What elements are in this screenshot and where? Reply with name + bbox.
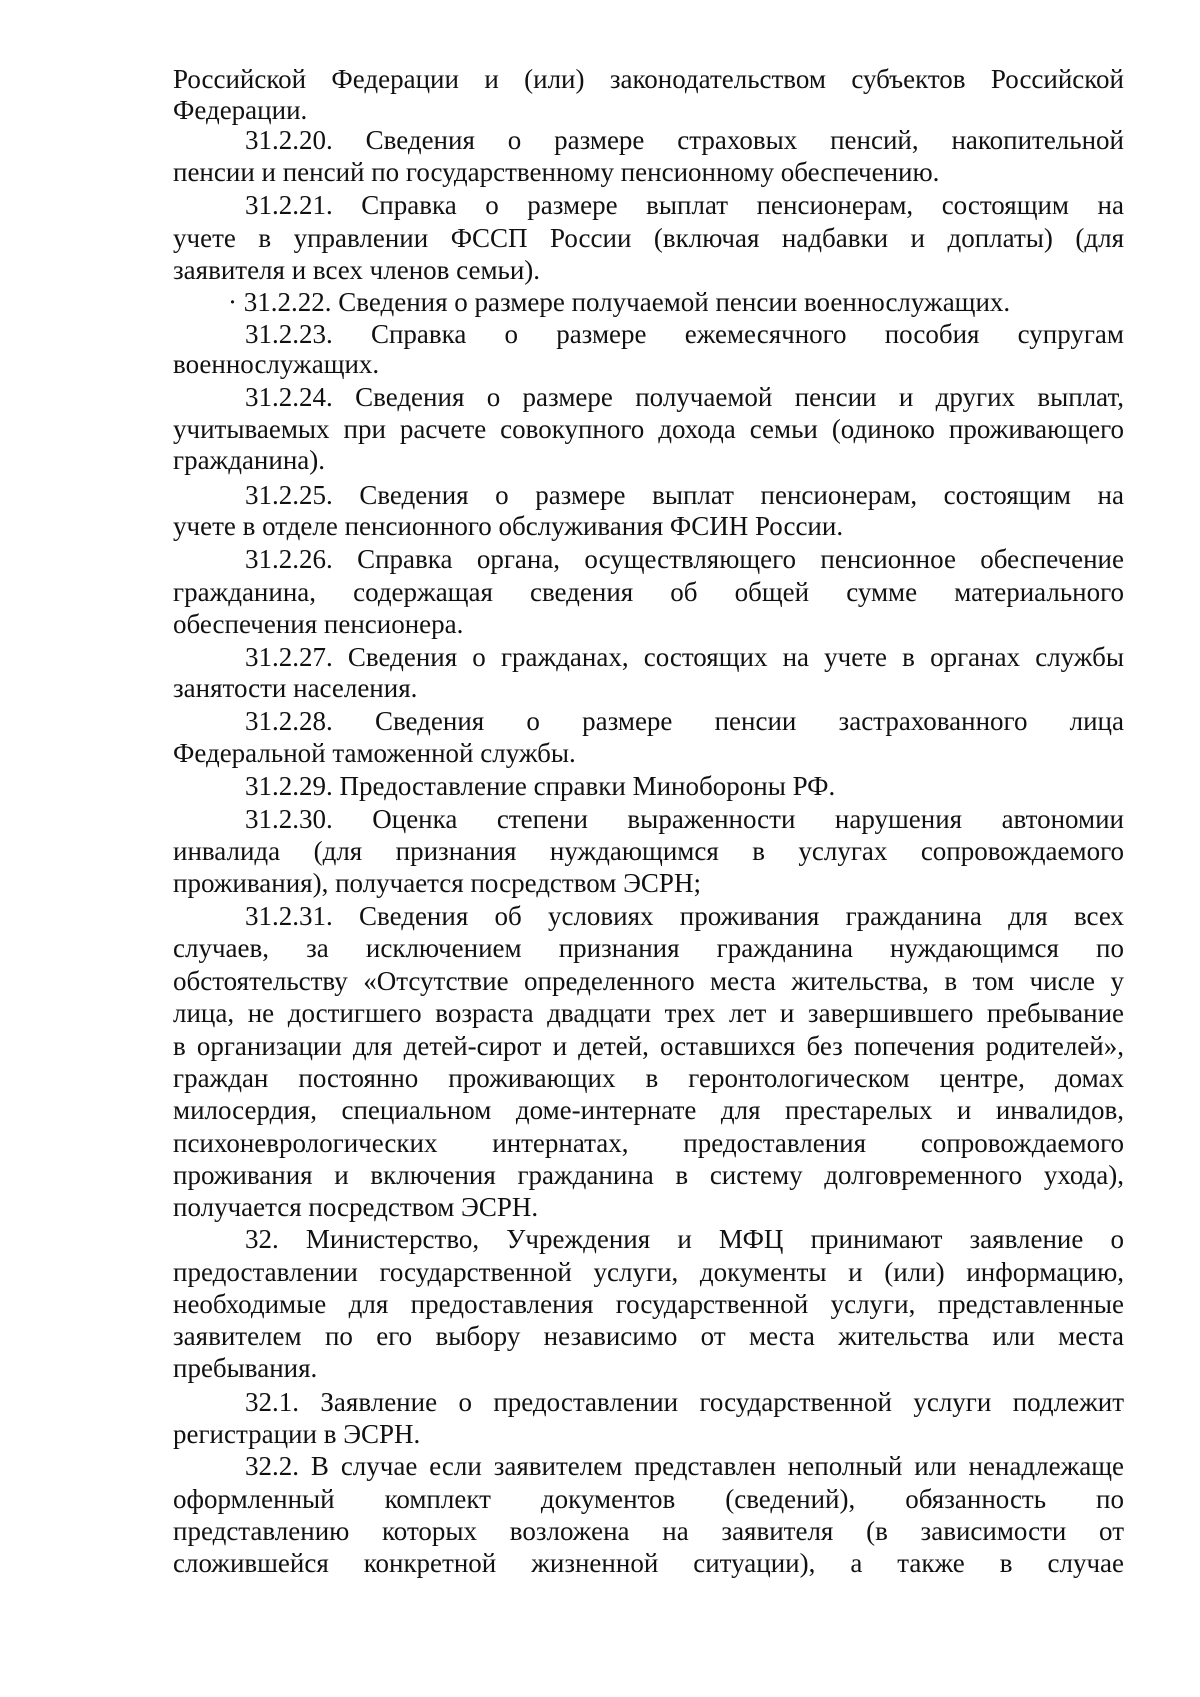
- text-line: милосердия, специальном доме-интернате для престарелых и инвалидов,: [173, 1095, 1124, 1125]
- text-line: 32.1. Заявление о предоставлении государственной услуги подлежит: [245, 1387, 1124, 1417]
- text-line: заявителя и всех членов семьи).: [173, 255, 541, 285]
- text-line: обстоятельству «Отсутствие определенного места жительства, в том числе у: [173, 966, 1124, 996]
- text-line: получается посредством ЭСРН.: [173, 1192, 539, 1222]
- text-line: 31.2.21. Справка о размере выплат пенсионерам, состоящим на: [245, 190, 1124, 220]
- text-line: регистрации в ЭСРН.: [173, 1419, 421, 1449]
- text-line: обеспечения пенсионера.: [173, 609, 464, 639]
- text-line: в организации для детей-сирот и детей, оставшихся без попечения родителей»,: [173, 1031, 1124, 1061]
- text-line: сложившейся конкретной жизненной ситуации), а также в случае: [173, 1548, 1124, 1578]
- text-line: граждан постоянно проживающих в геронтологическом центре, домах: [173, 1063, 1124, 1093]
- text-line: 31.2.27. Сведения о гражданах, состоящих на учете в органах службы: [245, 642, 1124, 672]
- text-line: Федеральной таможенной службы.: [173, 738, 576, 768]
- text-line: инвалида (для признания нуждающимся в услугах сопровождаемого: [173, 836, 1124, 866]
- text-line: 32.2. В случае если заявителем представлен неполный или ненадлежаще: [245, 1451, 1124, 1481]
- text-line: 31.2.29. Предоставление справки Минобороны РФ.: [245, 771, 836, 801]
- text-line: 31.2.24. Сведения о размере получаемой пенсии и других выплат,: [245, 382, 1124, 412]
- text-line: гражданина).: [173, 445, 326, 475]
- text-line: учитываемых при расчете совокупного дохода семьи (одиноко проживающего: [173, 414, 1124, 444]
- text-line: 31.2.23. Справка о размере ежемесячного пособия супругам: [245, 319, 1124, 349]
- text-line: лица, не достигшего возраста двадцати трех лет и завершившего пребывание: [173, 998, 1124, 1028]
- text-line: военнослужащих.: [173, 349, 380, 379]
- text-line: 31.2.28. Сведения о размере пенсии застрахованного лица: [245, 706, 1124, 736]
- text-line: 31.2.31. Сведения об условиях проживания гражданина для всех: [245, 901, 1124, 931]
- text-line: представлению которых возложена на заявителя (в зависимости от: [173, 1516, 1124, 1546]
- text-line: Российской Федерации и (или) законодательством субъектов Российской: [173, 64, 1124, 94]
- text-line: учете в управлении ФССП России (включая надбавки и доплаты) (для: [173, 223, 1124, 253]
- text-line: оформленный комплект документов (сведений), обязанность по: [173, 1484, 1124, 1514]
- text-line: 31.2.30. Оценка степени выраженности нарушения автономии: [245, 804, 1124, 834]
- text-line: 31.2.20. Сведения о размере страховых пенсий, накопительной: [245, 125, 1124, 155]
- text-line: заявителем по его выбору независимо от места жительства или места: [173, 1321, 1124, 1351]
- text-line: психоневрологических интернатах, предоставления сопровождаемого: [173, 1128, 1124, 1158]
- text-line: проживания), получается посредством ЭСРН;: [173, 868, 701, 898]
- text-line: гражданина, содержащая сведения об общей сумме материального: [173, 577, 1124, 607]
- text-line: 31.2.26. Справка органа, осуществляющего пенсионное обеспечение: [245, 544, 1124, 574]
- text-line: учете в отделе пенсионного обслуживания ФСИН России.: [173, 511, 844, 541]
- text-line: случаев, за исключением признания гражданина нуждающимся по: [173, 933, 1124, 963]
- text-line: 32. Министерство, Учреждения и МФЦ принимают заявление о: [245, 1224, 1124, 1254]
- text-line: предоставлении государственной услуги, документы и (или) информацию,: [173, 1257, 1124, 1287]
- text-line: необходимые для предоставления государственной услуги, представленные: [173, 1289, 1124, 1319]
- text-line: · 31.2.22. Сведения о размере получаемой пенсии военнослужащих.: [228, 287, 1011, 317]
- text-line: занятости населения.: [173, 673, 418, 703]
- text-line: пребывания.: [173, 1353, 318, 1383]
- text-line: Федерации.: [173, 95, 308, 125]
- text-line: проживания и включения гражданина в систему долговременного ухода),: [173, 1160, 1124, 1190]
- text-line: 31.2.25. Сведения о размере выплат пенсионерам, состоящим на: [245, 480, 1124, 510]
- text-line: пенсии и пенсий по государственному пенсионному обеспечению.: [173, 157, 940, 187]
